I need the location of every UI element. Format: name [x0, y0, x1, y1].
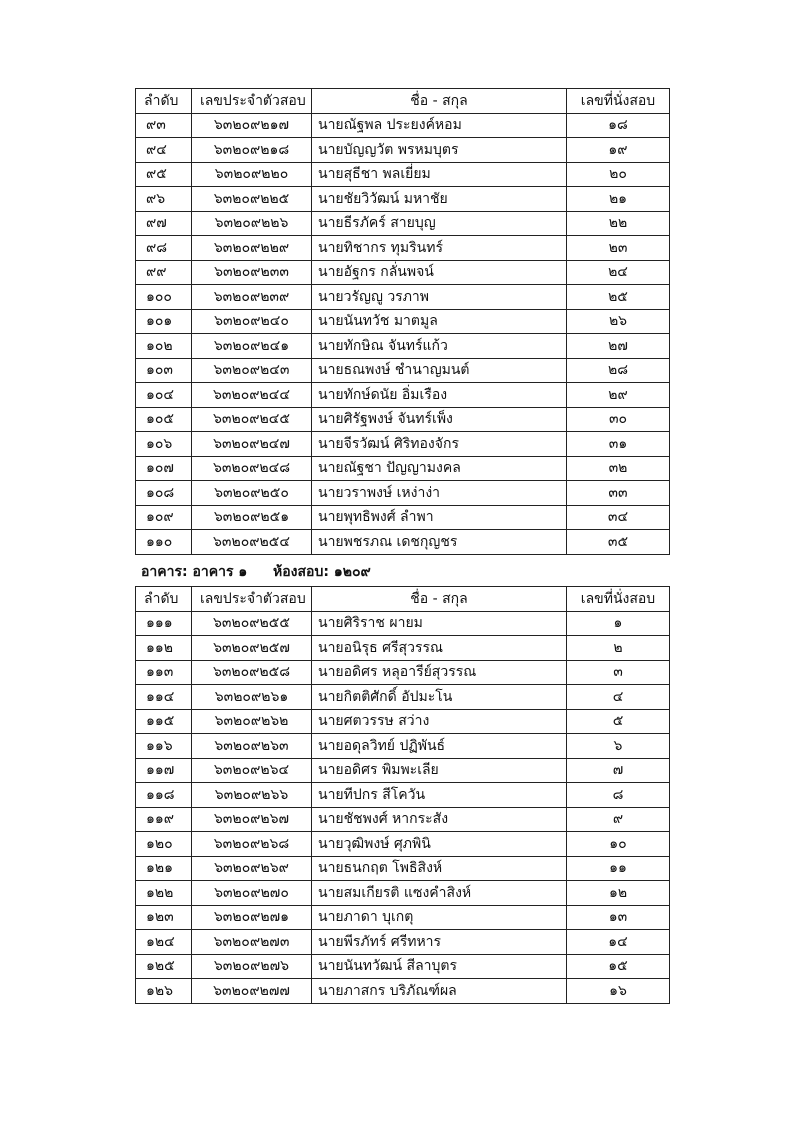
- cell-name: นายทักษิณ จันทร์แก้ว: [312, 334, 567, 359]
- cell-order: ๑๒๐: [136, 832, 192, 857]
- header-seat: เลขที่นั่งสอบ: [567, 89, 670, 114]
- table-row: [136, 432, 670, 457]
- cell-seat: ๓๔: [567, 505, 670, 530]
- cell-seat: ๒๗: [567, 334, 670, 359]
- cell-exam-id: ๖๓๒๐๙๒๕๔: [192, 530, 312, 555]
- cell-order: ๑๐๑: [136, 309, 192, 334]
- cell-seat: ๑๕: [567, 954, 670, 979]
- cell-name: นายศตวรรษ สว่าง: [312, 709, 567, 734]
- cell-seat: ๒๕: [567, 285, 670, 310]
- cell-seat: ๓๐: [567, 407, 670, 432]
- table-row: [136, 187, 670, 212]
- table-row: [136, 832, 670, 857]
- table-row: [136, 530, 670, 555]
- cell-order: ๑๐๓: [136, 358, 192, 383]
- cell-order: ๙๗: [136, 211, 192, 236]
- table-row: [136, 734, 670, 759]
- cell-name: นายชัชพงศ์ หากระสัง: [312, 807, 567, 832]
- cell-seat: ๑๐: [567, 832, 670, 857]
- table-row: [136, 505, 670, 530]
- cell-exam-id: ๖๓๒๐๙๒๔๑: [192, 334, 312, 359]
- cell-seat: ๗: [567, 758, 670, 783]
- cell-name: นายสุธีชา พลเยี่ยม: [312, 162, 567, 187]
- cell-name: นายณัฐชา ปัญญามงคล: [312, 456, 567, 481]
- cell-name: นายศิริราช ผายม: [312, 611, 567, 636]
- cell-name: นายภาสกร บริภัณฑ์ผล: [312, 979, 567, 1004]
- table-row: [136, 309, 670, 334]
- cell-name: นายพชรภณ เดชกุญชร: [312, 530, 567, 555]
- table-row: [136, 358, 670, 383]
- cell-order: ๑๐๗: [136, 456, 192, 481]
- table-row: [136, 611, 670, 636]
- cell-exam-id: ๖๓๒๐๙๒๕๐: [192, 481, 312, 506]
- table-row: [136, 685, 670, 710]
- cell-order: ๑๑๔: [136, 685, 192, 710]
- cell-exam-id: ๖๓๒๐๙๒๖๔: [192, 758, 312, 783]
- cell-seat: ๒๙: [567, 383, 670, 408]
- cell-order: ๑๐๐: [136, 285, 192, 310]
- cell-order: ๑๑๑: [136, 611, 192, 636]
- cell-order: ๑๐๔: [136, 383, 192, 408]
- cell-exam-id: ๖๓๒๐๙๒๕๕: [192, 611, 312, 636]
- cell-name: นายนันทวัช มาตมูล: [312, 309, 567, 334]
- table-row: [136, 954, 670, 979]
- table-row: [136, 113, 670, 138]
- cell-order: ๑๐๘: [136, 481, 192, 506]
- cell-seat: ๕: [567, 709, 670, 734]
- table-row: [136, 236, 670, 261]
- cell-exam-id: ๖๓๒๐๙๒๑๘: [192, 138, 312, 163]
- header-exam-id: เลขประจำตัวสอบ: [192, 89, 312, 114]
- cell-order: ๑๑๖: [136, 734, 192, 759]
- cell-seat: ๒๑: [567, 187, 670, 212]
- table-header-row: [136, 587, 670, 612]
- cell-name: นายอัฐกร กลั่นพจน์: [312, 260, 567, 285]
- table-row: [136, 758, 670, 783]
- table-row: [136, 783, 670, 808]
- cell-order: ๑๒๔: [136, 930, 192, 955]
- cell-name: นายพุทธิพงศ์ ลำพา: [312, 505, 567, 530]
- cell-exam-id: ๖๓๒๐๙๒๖๒: [192, 709, 312, 734]
- table-row: [136, 407, 670, 432]
- cell-seat: ๔: [567, 685, 670, 710]
- cell-name: นายทีปกร สีโควัน: [312, 783, 567, 808]
- cell-exam-id: ๖๓๒๐๙๒๖๑: [192, 685, 312, 710]
- cell-seat: ๑๖: [567, 979, 670, 1004]
- cell-exam-id: ๖๓๒๐๙๒๖๗: [192, 807, 312, 832]
- cell-order: ๑๒๓: [136, 905, 192, 930]
- cell-seat: ๒: [567, 636, 670, 661]
- cell-seat: ๓๒: [567, 456, 670, 481]
- cell-name: นายวราพงษ์ เหง่าง่า: [312, 481, 567, 506]
- cell-order: ๑๑๕: [136, 709, 192, 734]
- exam-roster-table-1: [135, 88, 670, 555]
- cell-exam-id: ๖๓๒๐๙๒๒๙: [192, 236, 312, 261]
- cell-name: นายธนกฤต โพธิสิงห์: [312, 856, 567, 881]
- building-value: อาคาร ๑: [192, 564, 248, 580]
- cell-seat: ๒๖: [567, 309, 670, 334]
- cell-exam-id: ๖๓๒๐๙๒๕๑: [192, 505, 312, 530]
- cell-name: นายอดุลวิทย์ ปฏิพันธ์: [312, 734, 567, 759]
- room-heading: [141, 561, 371, 583]
- cell-exam-id: ๖๓๒๐๙๒๒๐: [192, 162, 312, 187]
- table-row: [136, 334, 670, 359]
- cell-seat: ๒๘: [567, 358, 670, 383]
- cell-order: ๙๘: [136, 236, 192, 261]
- cell-exam-id: ๖๓๒๐๙๒๗๐: [192, 881, 312, 906]
- cell-name: นายอนิรุธ ศรีสุวรรณ: [312, 636, 567, 661]
- table-row: [136, 979, 670, 1004]
- cell-name: นายสมเกียรติ แซงคำสิงห์: [312, 881, 567, 906]
- cell-exam-id: ๖๓๒๐๙๒๔๔: [192, 383, 312, 408]
- cell-exam-id: ๖๓๒๐๙๒๖๓: [192, 734, 312, 759]
- cell-seat: ๘: [567, 783, 670, 808]
- cell-exam-id: ๖๓๒๐๙๒๕๗: [192, 636, 312, 661]
- header-order: ลำดับ: [136, 587, 192, 612]
- building-label: อาคาร:: [141, 564, 188, 580]
- table-row: [136, 807, 670, 832]
- header-order: ลำดับ: [136, 89, 192, 114]
- cell-seat: ๒๐: [567, 162, 670, 187]
- cell-name: นายทักษ์ดนัย อิ่มเรือง: [312, 383, 567, 408]
- cell-seat: ๓๑: [567, 432, 670, 457]
- cell-order: ๑๑๙: [136, 807, 192, 832]
- cell-order: ๑๐๖: [136, 432, 192, 457]
- table-row: [136, 930, 670, 955]
- table-body: [136, 611, 670, 1003]
- table-row: [136, 660, 670, 685]
- cell-order: ๙๖: [136, 187, 192, 212]
- cell-exam-id: ๖๓๒๐๙๒๑๗: [192, 113, 312, 138]
- cell-name: นายอดิศร พิมพะเลีย: [312, 758, 567, 783]
- room-value: ๑๒๐๙: [333, 564, 371, 580]
- cell-order: ๑๐๒: [136, 334, 192, 359]
- cell-exam-id: ๖๓๒๐๙๒๗๑: [192, 905, 312, 930]
- table-row: [136, 881, 670, 906]
- header-seat: เลขที่นั่งสอบ: [567, 587, 670, 612]
- cell-order: ๑๑๓: [136, 660, 192, 685]
- cell-order: ๑๑๗: [136, 758, 192, 783]
- cell-seat: ๑: [567, 611, 670, 636]
- header-exam-id: เลขประจำตัวสอบ: [192, 587, 312, 612]
- cell-order: ๑๒๒: [136, 881, 192, 906]
- cell-exam-id: ๖๓๒๐๙๒๒๕: [192, 187, 312, 212]
- cell-name: นายอดิศร หลุอารีย์สุวรรณ: [312, 660, 567, 685]
- cell-exam-id: ๖๓๒๐๙๒๔๗: [192, 432, 312, 457]
- cell-exam-id: ๖๓๒๐๙๒๗๗: [192, 979, 312, 1004]
- cell-name: นายกิตติศักดิ์ อัปมะโน: [312, 685, 567, 710]
- cell-seat: ๖: [567, 734, 670, 759]
- cell-exam-id: ๖๓๒๐๙๒๖๘: [192, 832, 312, 857]
- table-row: [136, 162, 670, 187]
- cell-name: นายพีรภัทร์ ศรีทหาร: [312, 930, 567, 955]
- exam-roster-table-2: [135, 586, 670, 1004]
- cell-exam-id: ๖๓๒๐๙๒๗๖: [192, 954, 312, 979]
- cell-seat: ๒๓: [567, 236, 670, 261]
- cell-seat: ๑๓: [567, 905, 670, 930]
- cell-order: ๑๐๙: [136, 505, 192, 530]
- cell-exam-id: ๖๓๒๐๙๒๗๓: [192, 930, 312, 955]
- header-name: ชื่อ - สกุล: [312, 89, 567, 114]
- cell-seat: ๙: [567, 807, 670, 832]
- table-row: [136, 383, 670, 408]
- cell-exam-id: ๖๓๒๐๙๒๕๘: [192, 660, 312, 685]
- cell-exam-id: ๖๓๒๐๙๒๔๘: [192, 456, 312, 481]
- cell-order: ๑๑๘: [136, 783, 192, 808]
- table-row: [136, 260, 670, 285]
- room-label: ห้องสอบ:: [273, 564, 329, 580]
- table-row: [136, 138, 670, 163]
- cell-name: นายบัญญวัต พรหมบุตร: [312, 138, 567, 163]
- cell-order: ๑๑๐: [136, 530, 192, 555]
- table-row: [136, 481, 670, 506]
- cell-exam-id: ๖๓๒๐๙๒๓๓: [192, 260, 312, 285]
- cell-exam-id: ๖๓๒๐๙๒๔๕: [192, 407, 312, 432]
- cell-seat: ๑๒: [567, 881, 670, 906]
- cell-name: นายธีรภัคร์ สายบุญ: [312, 211, 567, 236]
- cell-name: นายชัยวิวัฒน์ มหาชัย: [312, 187, 567, 212]
- cell-name: นายณัฐพล ประยงค์หอม: [312, 113, 567, 138]
- cell-order: ๑๒๖: [136, 979, 192, 1004]
- cell-order: ๑๒๕: [136, 954, 192, 979]
- cell-name: นายธณพงษ์ ชำนาญมนต์: [312, 358, 567, 383]
- cell-order: ๑๒๑: [136, 856, 192, 881]
- table-row: [136, 285, 670, 310]
- cell-name: นายศิรัฐพงษ์ จันทร์เพ็ง: [312, 407, 567, 432]
- header-name: ชื่อ - สกุล: [312, 587, 567, 612]
- cell-seat: ๑๘: [567, 113, 670, 138]
- cell-order: ๙๙: [136, 260, 192, 285]
- cell-exam-id: ๖๓๒๐๙๒๔๐: [192, 309, 312, 334]
- cell-seat: ๓๓: [567, 481, 670, 506]
- cell-order: ๑๑๒: [136, 636, 192, 661]
- cell-exam-id: ๖๓๒๐๙๒๔๓: [192, 358, 312, 383]
- table-body: [136, 113, 670, 554]
- cell-exam-id: ๖๓๒๐๙๒๓๙: [192, 285, 312, 310]
- cell-seat: ๑๙: [567, 138, 670, 163]
- table-row: [136, 211, 670, 236]
- cell-seat: ๒๔: [567, 260, 670, 285]
- table-row: [136, 905, 670, 930]
- cell-seat: ๑๑: [567, 856, 670, 881]
- table-row: [136, 636, 670, 661]
- cell-name: นายวุฒิพงษ์ ศุภพินิ: [312, 832, 567, 857]
- table-row: [136, 856, 670, 881]
- cell-seat: ๒๒: [567, 211, 670, 236]
- table-row: [136, 456, 670, 481]
- cell-order: ๙๕: [136, 162, 192, 187]
- cell-name: นายจีรวัฒน์ ศิริทองจักร: [312, 432, 567, 457]
- cell-order: ๑๐๕: [136, 407, 192, 432]
- cell-seat: ๓๕: [567, 530, 670, 555]
- table-header-row: [136, 89, 670, 114]
- cell-exam-id: ๖๓๒๐๙๒๖๖: [192, 783, 312, 808]
- cell-exam-id: ๖๓๒๐๙๒๒๖: [192, 211, 312, 236]
- cell-order: ๙๔: [136, 138, 192, 163]
- cell-name: นายนันทวัฒน์ สีลาบุตร: [312, 954, 567, 979]
- table-row: [136, 709, 670, 734]
- cell-order: ๙๓: [136, 113, 192, 138]
- cell-name: นายภาดา บุเกตุ: [312, 905, 567, 930]
- cell-name: นายวรัญญู วรภาพ: [312, 285, 567, 310]
- cell-exam-id: ๖๓๒๐๙๒๖๙: [192, 856, 312, 881]
- cell-seat: ๑๔: [567, 930, 670, 955]
- cell-name: นายทิชากร ทุมรินทร์: [312, 236, 567, 261]
- cell-seat: ๓: [567, 660, 670, 685]
